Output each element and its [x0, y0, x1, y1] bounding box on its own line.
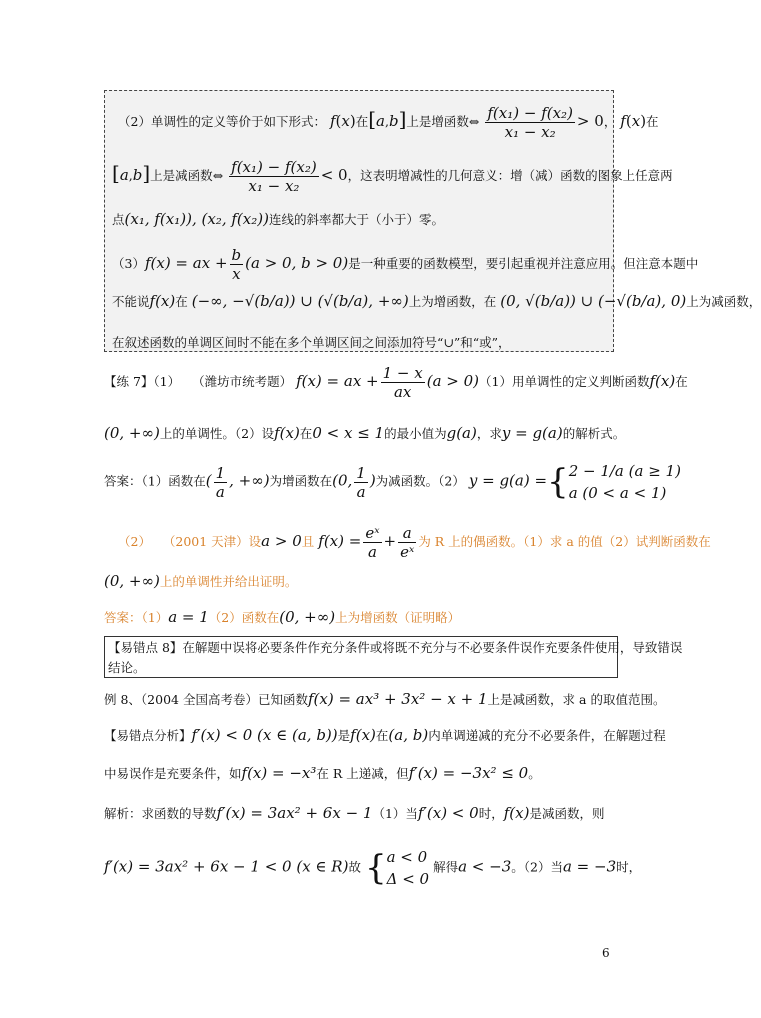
solution-line-1: 解析：求函数的导数f′(x) = 3ax² + 6x − 1（1）当f′(x) < 0时，f(x)是减函数，则	[104, 804, 605, 822]
analysis-line-1: 【易错点分析】f′(x) < 0 (x ∈ (a, b))是f(x)在(a, b)内单调递减的充分不必要条件，在解题过程	[104, 726, 666, 744]
error-point-line-1: 【易错点 8】在解题中误将必要条件作充分条件或将既不充分与不必要条件误作充要条件使用，导致错误	[108, 640, 683, 655]
question-2-line-1: （2） （2001 天津）设a > 0且 f(x) = $\frac{\text{eˣ}}{a}$ + $\frac{a}{\text{eˣ}}$ 为 R 上的偶函数。（1）求 a 的值（2）试判断函数在	[118, 524, 711, 561]
page-number: 6	[602, 946, 610, 960]
note-line-5: 不能说f(x)在 (−∞, −√(b/a)) ∪ (√(b/a), +∞)上为增函数，在 (0, √(b/a)) ∪ (−√(b/a), 0)上为减函数，	[112, 292, 761, 310]
note-line-4: （3）f(x) = ax + $\frac{b}{x}$ (a > 0, b > 0)是一种重要的函数模型，要引起重视并注意应用。但注意本题中	[112, 246, 699, 283]
solution-line-2: f′(x) = 3ax² + 6x − 1 < 0 (x ∈ R)故 { a < 0 Δ < 0 解得a < −3。（2）当a = −3时，	[104, 848, 642, 888]
answer-7: 答案：（1）函数在( $\frac{1}{a}$ , +∞)为增函数在(0, $\frac{1}{a}$ )为减函数。（2） y = g(a) ={ 2 − 1/a (a ≥ 1) a (0 < a < 1)	[104, 462, 681, 502]
question-2-line-2: (0, +∞)上的单调性并给出证明。	[104, 572, 298, 590]
analysis-line-2: 中易误作是充要条件，如f(x) = −x³在 R 上递减，但f′(x) = −3x² ≤ 0。	[104, 764, 541, 782]
note-line-2: [a,b]上是减函数⇔ $\frac{\text{f(x₁) − f(x₂)}}{\text{x₁ − x₂}}$ < 0，这表明增减性的几何意义：增（减）函数的图象上任意两	[112, 158, 673, 195]
error-point-line-2: 结论。	[108, 660, 146, 675]
note-line-1: （2）单调性的定义等价于如下形式： f(x)在[a,b]上是增函数⇔ $\frac{\text{f(x₁) − f(x₂)}}{\text{x₁ − x₂}}$ > 0， f(x)在	[118, 104, 659, 141]
example-8: 例 8、（2004 全国高考卷）已知函数f(x) = ax³ + 3x² − x + 1上是减函数，求 a 的取值范围。	[104, 690, 666, 708]
exercise-7-line-2: (0, +∞)上的单调性。（2）设f(x)在0 < x ≤ 1的最小值为g(a)，求y = g(a)的解析式。	[104, 424, 626, 442]
exercise-7-line-1: 【练 7】（1） （潍坊市统考题） f(x) = ax + $\frac{1 - x}{ax}$ (a > 0)（1）用单调性的定义判断函数f(x)在	[104, 364, 688, 401]
answer-2: 答案：（1）a = 1（2）函数在(0, +∞)上为增函数（证明略）	[104, 608, 461, 626]
note-line-3: 点(x₁, f(x₁)), (x₂, f(x₂))连线的斜率都大于（小于）零。	[112, 210, 444, 228]
note-line-6: 在叙述函数的单调区间时不能在多个单调区间之间添加符号“∪”和“或”，	[112, 335, 511, 350]
